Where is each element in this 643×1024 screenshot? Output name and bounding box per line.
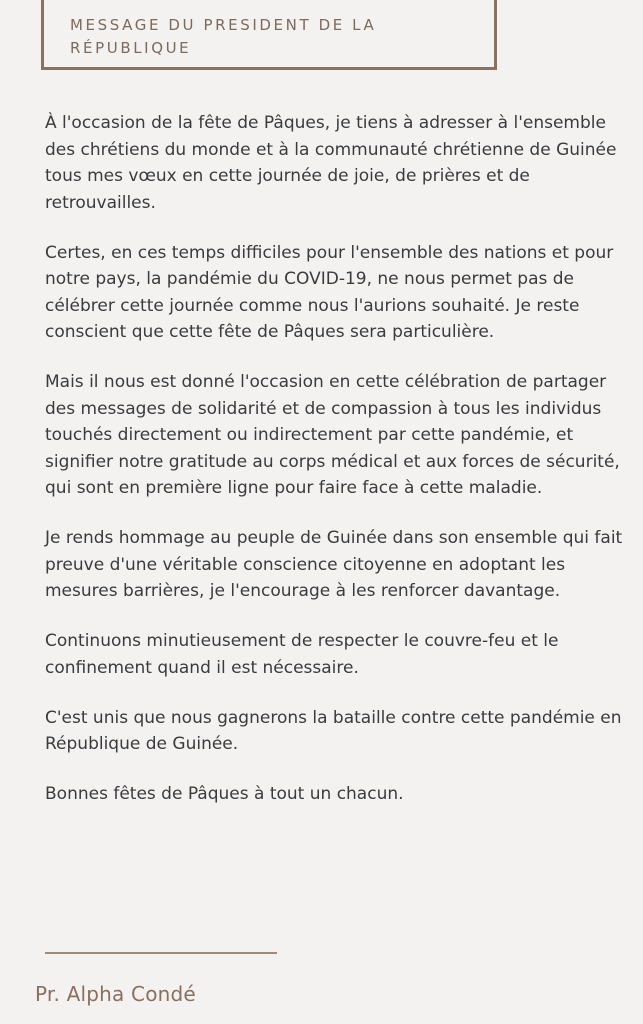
title-box	[41, 0, 497, 70]
paragraph-6: C'est unis que nous gagnerons la bataille contre cette pandémie en République de Guinée.	[45, 707, 622, 754]
paragraph-7: Bonnes fêtes de Pâques à tout un chacun.	[45, 784, 404, 804]
message-body	[45, 110, 640, 831]
paragraph-3: Mais il nous est donné l'occasion en cette célébration de partager des messages de solidarité et de compassion à tous les individus touchés directement ou indirectement par cette pandémie, et signifier notre gratitude au corps médical et aux forces de sécurité, qui sont en première ligne pour faire face à cette maladie.	[45, 372, 620, 498]
paragraph-1: À l'occasion de la fête de Pâques, je tiens à adresser à l'ensemble des chrétiens du monde et à la communauté chrétienne de Guinée tous mes vœux en cette journée de joie, de prières et de retrouvailles.	[45, 113, 617, 213]
paragraph-4: Je rends hommage au peuple de Guinée dans son ensemble qui fait preuve d'une véritable conscience citoyenne en adoptant les mesures barrières, je l'encourage à les renforcer davantage.	[45, 528, 623, 601]
signature: Pr. Alpha Condé	[35, 982, 196, 1006]
message-title: MESSAGE DU PRESIDENT DE LA RÉPUBLIQUE	[70, 16, 377, 57]
signature-divider	[45, 952, 277, 954]
paragraph-5: Continuons minutieusement de respecter le couvre-feu et le confinement quand il est nécessaire.	[45, 631, 559, 678]
paragraph-2: Certes, en ces temps difficiles pour l'ensemble des nations et pour notre pays, la pandémie du COVID-19, ne nous permet pas de célébrer cette journée comme nous l'aurions souhaité. Je reste conscient que cette fête de Pâques sera particulière.	[45, 242, 614, 342]
